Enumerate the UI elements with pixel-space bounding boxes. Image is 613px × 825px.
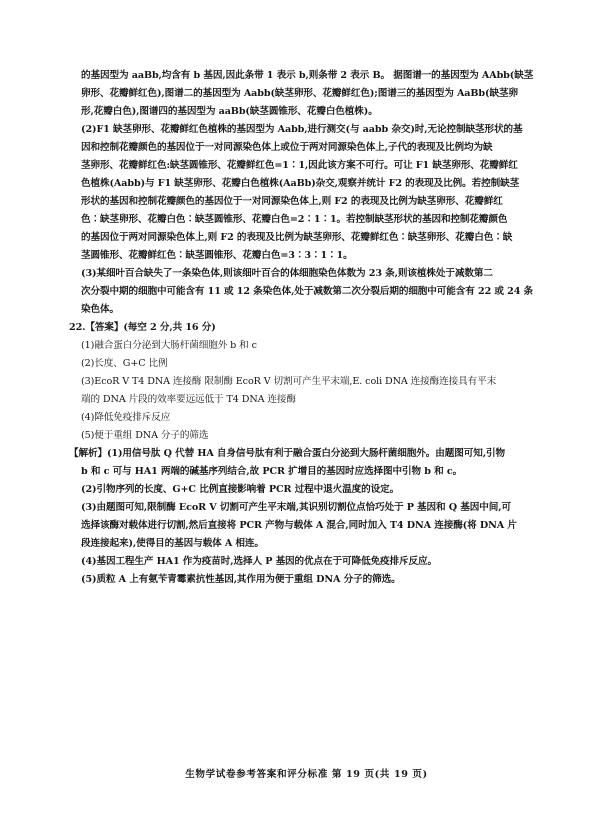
text-line: 形,花瓣白色),图谱四的基因型为 aaBb(缺茎圆锥形、花瓣白色植株)。	[81, 106, 378, 117]
text-line: 因和控制花瓣颜色的基因位于一对同源染色体上或位于两对同源染色体上,子代的表现及比例均为缺	[81, 142, 493, 153]
text-line: 【解析】(1)用信号肽 Q 代替 HA 自身信号肽有利于融合蛋白分泌到大肠杆菌细胞外。由题图可知,引物	[69, 448, 505, 459]
text-line: (2)F1 缺茎卵形、花瓣鲜红色植株的基因型为 Aabb,进行测交(与 aabb 杂交)时,无论控制缺茎形状的基	[81, 124, 523, 135]
page-footer: 生物学试卷参考答案和评分标准 第 19 页(共 19 页)	[185, 769, 428, 780]
text-line: 段连接起来),使得目的基因与载体 A 相连。	[81, 538, 264, 549]
text-line: (4)基因工程生产 HA1 作为疫苗时,选择人 P 基因的优点在于可降低免疫排斥反应。	[81, 556, 437, 567]
text-line: (1)融合蛋白分泌到大肠杆菌细胞外 b 和 c	[81, 340, 257, 351]
text-line: (2)长度、G+C 比例	[81, 358, 168, 369]
text-line: 的基因位于两对同源染色体上,则 F2 的表现及比例为缺茎卵形、花瓣鲜红色∶缺茎卵形、花瓣白色∶缺	[81, 232, 513, 243]
text-line: (4)降低免疫排斥反应	[81, 412, 171, 423]
text-line: (3)某细叶百合缺失了一条染色体,则该细叶百合的体细胞染色体数为 23 条,则该植株处于减数第二	[81, 268, 493, 279]
text-line: 色植株(Aabb)与 F1 缺茎卵形、花瓣白色植株(AaBb)杂交,观察并统计 F2 的表现及比例。若控制缺茎	[81, 178, 520, 189]
text-line: (5)质粒 A 上有氨苄青霉素抗性基因,其作用为便于重组 DNA 分子的筛选。	[81, 574, 401, 585]
text-line: (3)由题图可知,限制酶 EcoR V 切割可产生平末端,其识别切割位点恰巧处于 P 基因和 Q 基因中间,可	[81, 502, 511, 513]
text-line: 选择该酶对载体进行切割,然后直接将 PCR 产物与载体 A 混合,同时加入 T4 DNA 连接酶(将 DNA 片	[81, 520, 517, 531]
text-line: 22.【答案】(每空 2 分,共 16 分)	[69, 322, 216, 333]
text-line: 色∶缺茎卵形、花瓣白色∶缺茎圆锥形、花瓣白色=2∶1∶1。若控制缺茎形状的基因和控制花瓣颜色	[81, 214, 508, 225]
text-line: (2)引物序列的长度、G+C 比例直接影响着 PCR 过程中退火温度的设定。	[81, 484, 400, 495]
text-line: (5)便于重组 DNA 分子的筛选	[81, 430, 209, 441]
text-line: 茎圆锥形、花瓣鲜红色∶缺茎圆锥形、花瓣白色=3∶3∶1∶1。	[81, 250, 353, 261]
text-line: b 和 c 可与 HA1 两端的碱基序列结合,故 PCR 扩增目的基因时应选择图中引物 b 和 c。	[81, 466, 463, 477]
text-line: (3)EcoR V T4 DNA 连接酶 限制酶 EcoR V 切割可产生平末端,E. coli DNA 连接酶连接具有平末	[81, 376, 497, 387]
text-line: 染色体。	[81, 304, 119, 315]
text-line: 形状的基因和控制花瓣颜色的基因位于一对同源染色体上,则 F2 的表现及比例为缺茎卵形、花瓣鲜红	[81, 196, 503, 207]
text-line: 卵形、花瓣鲜红色),图谱二的基因型为 Aabb(缺茎卵形、花瓣鲜红色);图谱三的基因型为 AaBb(缺茎卵	[81, 88, 518, 99]
text-line: 端的 DNA 片段的效率要远远低于 T4 DNA 连接酶	[81, 394, 296, 405]
text-line: 次分裂中期的细胞中可能含有 11 或 12 条染色体,处于减数第二次分裂后期的细胞中可能含有 22 或 24 条	[81, 286, 533, 297]
text-line: 茎卵形、花瓣鲜红色:缺茎圆锥形、花瓣鲜红色=1∶1,因此该方案不可行。可让 F1 缺茎卵形、花瓣鲜红	[81, 160, 518, 171]
text-line: 的基因型为 aaBb,均含有 b 基因,因此条带 1 表示 b,则条带 2 表示 B。 据图谱一的基因型为 AAbb(缺茎	[81, 70, 533, 81]
